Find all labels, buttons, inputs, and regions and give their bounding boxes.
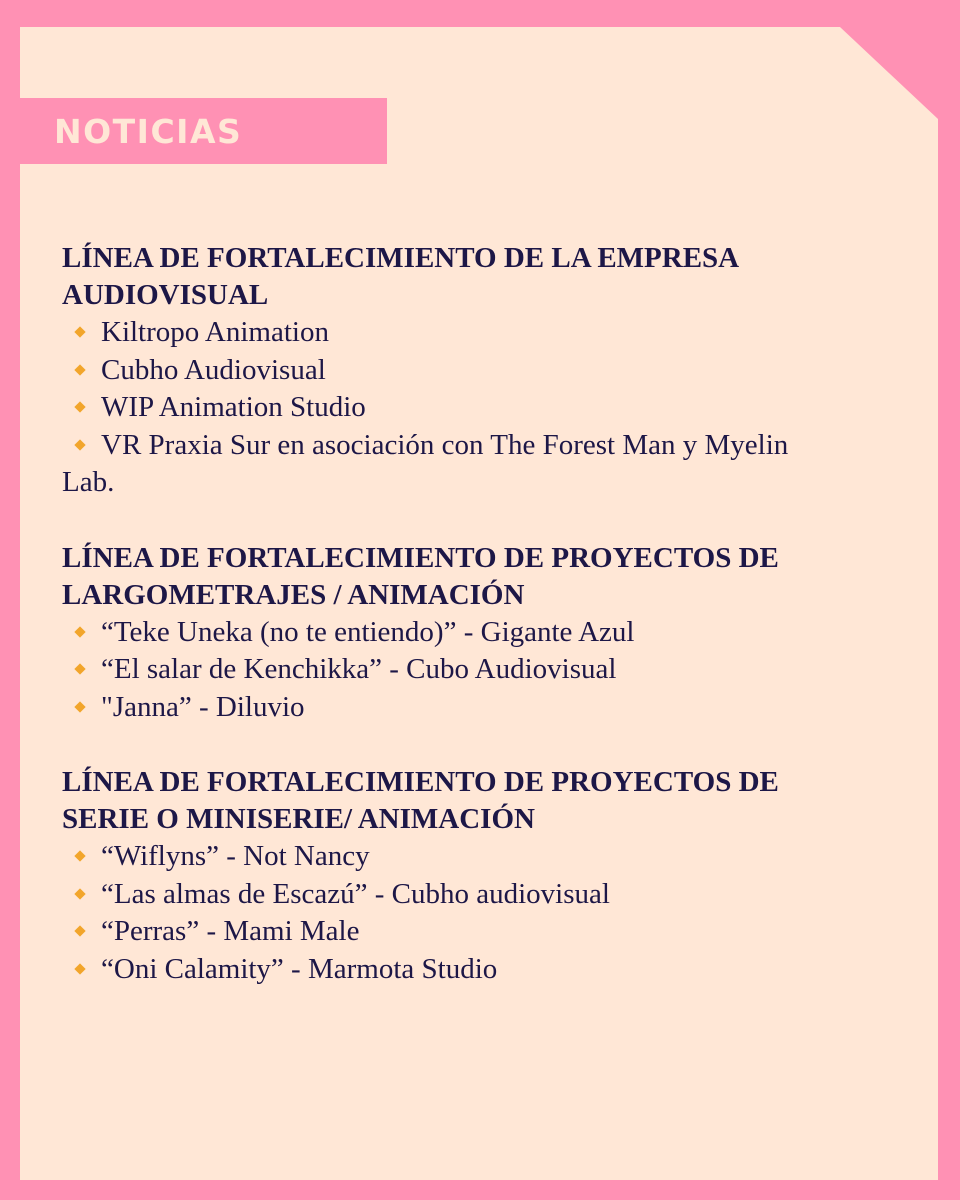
list-item-text: “El salar de Kenchikka” - Cubo Audiovisual [101,653,617,685]
list-item-text: Cubho Audiovisual [101,353,326,386]
list-item [62,389,822,427]
list-item [62,614,822,652]
list-item-text: “Perras” - Mami Male [101,915,360,947]
list-item [62,876,822,914]
section-series [62,764,822,988]
list-item-text: “Teke Uneka (no te entiendo)” - Gigante Azul [101,615,635,648]
diamond-bullet-icon [74,626,85,637]
list-item-text: “Wiflyns” - Not Nancy [101,840,370,872]
list-item-text: “Las almas de Escazú” - Cubho audiovisual [101,877,610,910]
diamond-bullet-icon [74,963,85,974]
list-item [62,838,822,876]
news-content [62,240,822,1026]
section-title: LÍNEA DE FORTALECIMIENTO DE PROYECTOS DE SERIE O MINISERIE/ ANIMACIÓN [62,766,779,835]
list-item [62,651,822,689]
list-item [62,427,822,502]
diamond-bullet-icon [74,925,85,936]
diamond-bullet-icon [74,401,85,412]
list-item-text: WIP Animation Studio [101,391,366,423]
section-largometrajes [62,540,822,727]
list-item-text: “Oni Calamity” - Marmota Studio [101,952,498,985]
list-item-text: Kiltropo Animation [101,316,329,348]
diamond-bullet-icon [74,888,85,899]
list-item [62,314,822,352]
diamond-bullet-icon [74,701,85,712]
list-item-text: "Janna” - Diluvio [101,690,305,723]
list-item-text: VR Praxia Sur en asociación con The Forest Man y Myelin Lab. [62,428,789,498]
page-title: NOTICIAS [54,112,243,151]
list-item [62,352,822,390]
list-item [62,913,822,951]
diamond-bullet-icon [74,439,85,450]
diamond-bullet-icon [74,326,85,337]
list-item [62,689,822,727]
list-item [62,951,822,989]
diamond-bullet-icon [74,850,85,861]
diamond-bullet-icon [74,364,85,375]
section-title: LÍNEA DE FORTALECIMIENTO DE LA EMPRESA AUDIOVISUAL [62,242,738,311]
section-title: LÍNEA DE FORTALECIMIENTO DE PROYECTOS DE LARGOMETRAJES / ANIMACIÓN [62,541,779,611]
header-banner [20,98,387,164]
section-empresa-audiovisual [62,240,822,502]
diamond-bullet-icon [74,663,85,674]
